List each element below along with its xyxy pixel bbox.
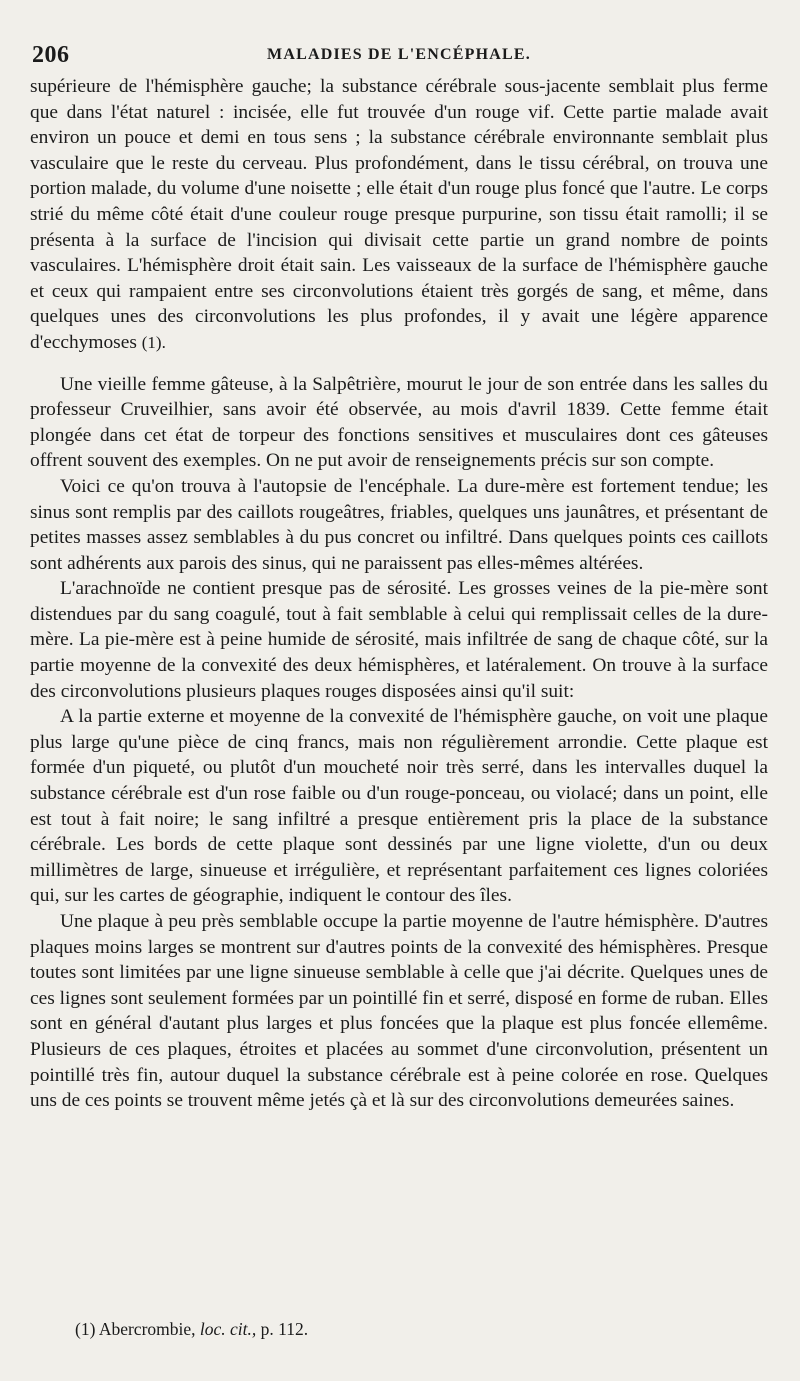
footnote-reference-italic: loc. cit., xyxy=(199,1319,257,1339)
footnote-marker: (1) xyxy=(75,1319,96,1339)
paragraph: Une vieille femme gâteuse, à la Salpêtrière, mourut le jour de son entrée dans les salles du professeur Cruveilhier, sans avoir été observée, au mois d'avril 1839. Cette femme était plongée dans cet état de torpeur des fonctions sensitives et musculaires dont ces gâteuses offrent souvent des exemples. On ne put avoir de renseignements précis sur son compte. xyxy=(30,373,768,472)
footnote xyxy=(75,1318,308,1340)
body-text xyxy=(30,74,768,1114)
footnote-author: Abercrombie, xyxy=(98,1319,196,1339)
paragraph-text: supérieure de l'hémisphère gauche; la substance cérébrale sous-jacente semblait plus ferme que dans l'état naturel : incisée, elle fut trouvée d'un rouge vif. Cette partie malade avait environ un pouce et demi en tous sens ; la substance cérébrale environnante semblait plus vasculaire que le reste du cerveau. Plus profondément, dans le tissu cérébral, on trouva une portion malade, du volume d'une noisette ; elle était d'un rouge plus foncé que l'autre. Le corps strié du même côté était d'une couleur rouge presque purpurine, son tissu était ramolli; il se présenta à la surface de l'incision qui divisait cette partie un grand nombre de points vasculaires. L'hémisphère droit était sain. Les vaisseaux de la surface de l'hémisphère gauche et ceux qui rampaient entre ses circonvolutions étaient très gorgés de sang, et même, dans quelques unes des circonvolutions les plus profondes, il y avait une légère apparence d'ecchymoses xyxy=(30,76,768,353)
footnote-page: p. 112. xyxy=(260,1319,309,1339)
paragraph: L'arachnoïde ne contient presque pas de sérosité. Les grosses veines de la pie-mère sont distendues par du sang coagulé, tout à fait semblable à celui qui remplissait celles de la dure-mère. La pie-mère est à peine humide de sérosité, mais infiltrée de sang de chaque côté, sur la partie moyenne de la convexité des deux hémisphères, et latéralement. On trouve à la surface des circonvolutions plusieurs plaques rouges disposées ainsi qu'il suit: xyxy=(30,578,768,702)
page-number: 206 xyxy=(32,42,70,68)
running-title: MALADIES DE L'ENCÉPHALE. xyxy=(267,46,531,63)
paragraph-continued xyxy=(30,74,768,356)
footnote-reference: (1). xyxy=(141,332,166,352)
paragraph: A la partie externe et moyenne de la convexité de l'hémisphère gauche, on voit une plaque plus large qu'une pièce de cinq francs, mais non régulièrement arrondie. Cette plaque est formée d'un piqueté, ou plutôt d'un moucheté noir très serré, dans les intervalles duquel la substance cérébrale est d'un rose faible ou d'un rouge-ponceau, ou violacé; dans un point, elle est tout à fait noire; le sang infiltré a presque entièrement pris la place de la substance cérébrale. Les bords de cette plaque sont dessinés par une ligne violette, d'un ou deux millimètres de large, sinueuse et irrégulière, et représentant parfaitement ces lignes coloriées qui, sur les cartes de géographie, indiquent le contour des îles. xyxy=(30,706,768,907)
paragraph: Voici ce qu'on trouva à l'autopsie de l'encéphale. La dure-mère est fortement tendue; les sinus sont remplis par des caillots rougeâtres, friables, quelques uns jaunâtres, et présentant de petites masses assez semblables à du pus concret ou infiltré. Dans quelques points ces caillots sont adhérents aux parois des sinus, qui ne paraissent pas elles-mêmes altérées. xyxy=(30,475,768,574)
paragraph: Une plaque à peu près semblable occupe la partie moyenne de l'autre hémisphère. D'autres plaques moins larges se montrent sur d'autres points de la convexité des hémisphères. Presque toutes sont limitées par une ligne sinueuse semblable à celle que j'ai décrite. Quelques unes de ces lignes sont seulement formées par un pointillé fin et serré, disposé en forme de ruban. Elles sont en général d'autant plus larges et plus foncées que la plaque est plus foncée ellemême. Plusieurs de ces plaques, étroites et placées au sommet d'une circonvolution, présentent un pointillé très fin, autour duquel la substance cérébrale est à peine colorée en rose. Quelques uns de ces points se trouvent même jetés çà et là sur des circonvolutions demeurées saines. xyxy=(30,911,768,1112)
page-header xyxy=(30,40,768,74)
